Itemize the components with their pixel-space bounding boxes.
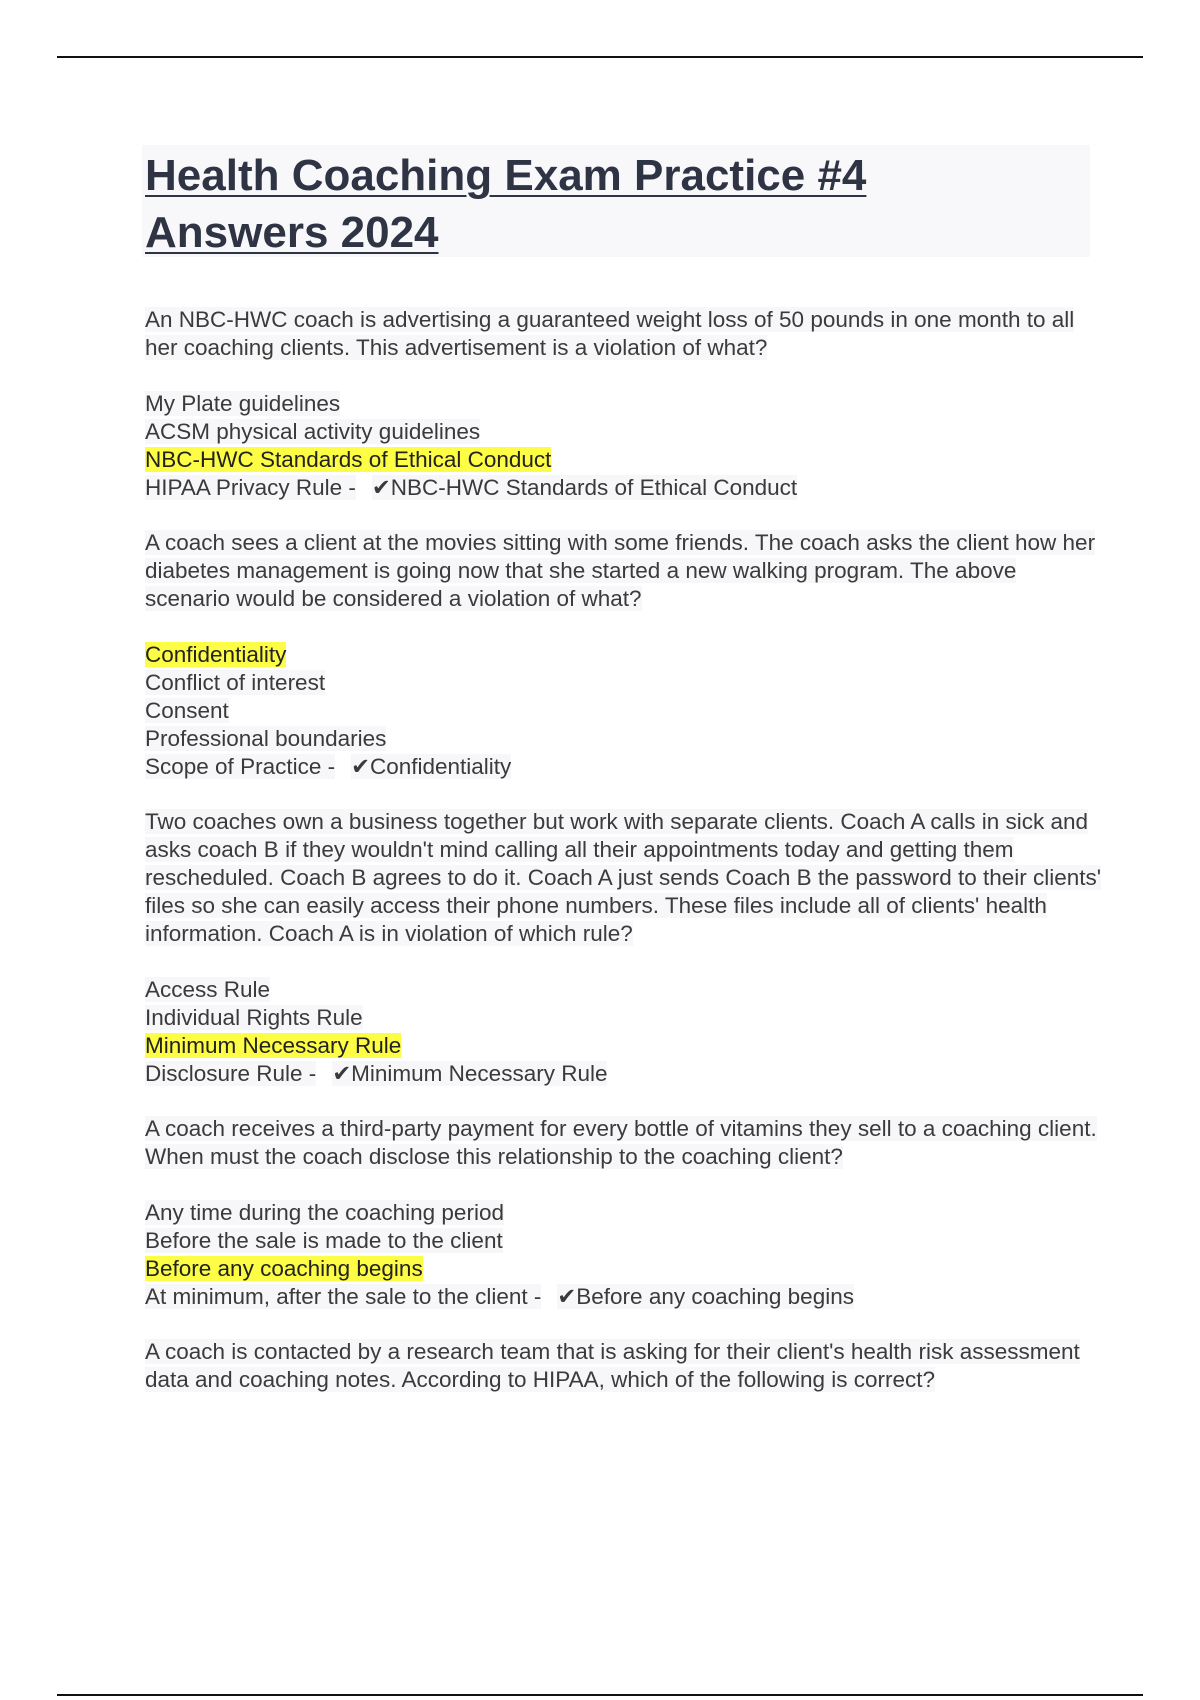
correct-answer-key: ✔Minimum Necessary Rule [332,1061,608,1086]
correct-answer-key: ✔Before any coaching begins [557,1284,854,1309]
question-text [145,1338,1105,1394]
option-text: HIPAA Privacy Rule - [145,475,356,500]
question-block [145,529,1105,781]
option-text: Consent [145,698,229,723]
highlighted-correct-option: Before any coaching begins [145,1256,423,1281]
option-text: Scope of Practice - [145,754,336,779]
answer-option [145,669,1105,697]
answer-option [145,753,1105,781]
answer-options [145,390,1105,502]
qa-list [145,306,1105,1422]
option-text: Before the sale is made to the client [145,1228,503,1253]
answer-option [145,1004,1105,1032]
correct-answer-key: ✔Confidentiality [351,754,512,779]
highlighted-correct-option: NBC-HWC Standards of Ethical Conduct [145,447,552,472]
option-text: Any time during the coaching period [145,1200,504,1225]
question-text-content: A coach sees a client at the movies sitting with some friends. The coach asks the client how her diabetes management is going now that she started a new walking program. The above scenario would be considered a violation of what? [145,530,1096,611]
question-block [145,808,1105,1088]
answer-option-correct [145,641,1105,669]
option-text: Access Rule [145,977,271,1002]
question-text [145,808,1105,948]
answer-option [145,1283,1105,1311]
answer-option [145,697,1105,725]
highlighted-correct-option: Minimum Necessary Rule [145,1033,402,1058]
question-block [145,306,1105,502]
answer-option [145,725,1105,753]
question-text [145,306,1105,362]
option-text: ACSM physical activity guidelines [145,419,481,444]
answer-option [145,1227,1105,1255]
answer-options [145,641,1105,781]
correct-answer-key: ✔NBC-HWC Standards of Ethical Conduct [371,475,798,500]
answer-option [145,474,1105,502]
answer-options [145,1199,1105,1311]
question-text-content: Two coaches own a business together but work with separate clients. Coach A calls in sick and asks coach B if they wouldn't mind calling all their appointments today and getting them rescheduled. Coach B agrees to do it. Coach A just sends Coach B the password to their clients' files so she can easily access their phone numbers. These files include all of clients' health information. Coach A is in violation of which rule? [145,809,1102,946]
answer-option [145,1060,1105,1088]
answer-options [145,976,1105,1088]
option-text: Conflict of interest [145,670,326,695]
question-text-content: An NBC-HWC coach is advertising a guaranteed weight loss of 50 pounds in one month to all her coaching clients. This advertisement is a violation of what? [145,307,1075,360]
option-text: Professional boundaries [145,726,387,751]
option-text: Individual Rights Rule [145,1005,363,1030]
top-rule [57,56,1143,58]
highlighted-correct-option: Confidentiality [145,642,287,667]
answer-option [145,390,1105,418]
question-block [145,1115,1105,1311]
answer-option [145,418,1105,446]
option-text: Disclosure Rule - [145,1061,317,1086]
answer-option-correct [145,1032,1105,1060]
answer-option-correct [145,1255,1105,1283]
bottom-rule [57,1694,1143,1696]
question-block [145,1338,1105,1394]
question-text-content: A coach receives a third-party payment for every bottle of vitamins they sell to a coaching client. When must the coach disclose this relationship to the coaching client? [145,1116,1097,1169]
option-text: At minimum, after the sale to the client - [145,1284,542,1309]
option-text: My Plate guidelines [145,391,341,416]
document-title: Health Coaching Exam Practice #4 Answers 2024 [145,151,867,257]
question-text-content: A coach is contacted by a research team that is asking for their client's health risk assessment data and coaching notes. According to HIPAA, which of the following is correct? [145,1339,1080,1392]
answer-option [145,976,1105,1004]
question-text [145,529,1105,613]
answer-option [145,1199,1105,1227]
answer-option-correct [145,446,1105,474]
question-text [145,1115,1105,1171]
